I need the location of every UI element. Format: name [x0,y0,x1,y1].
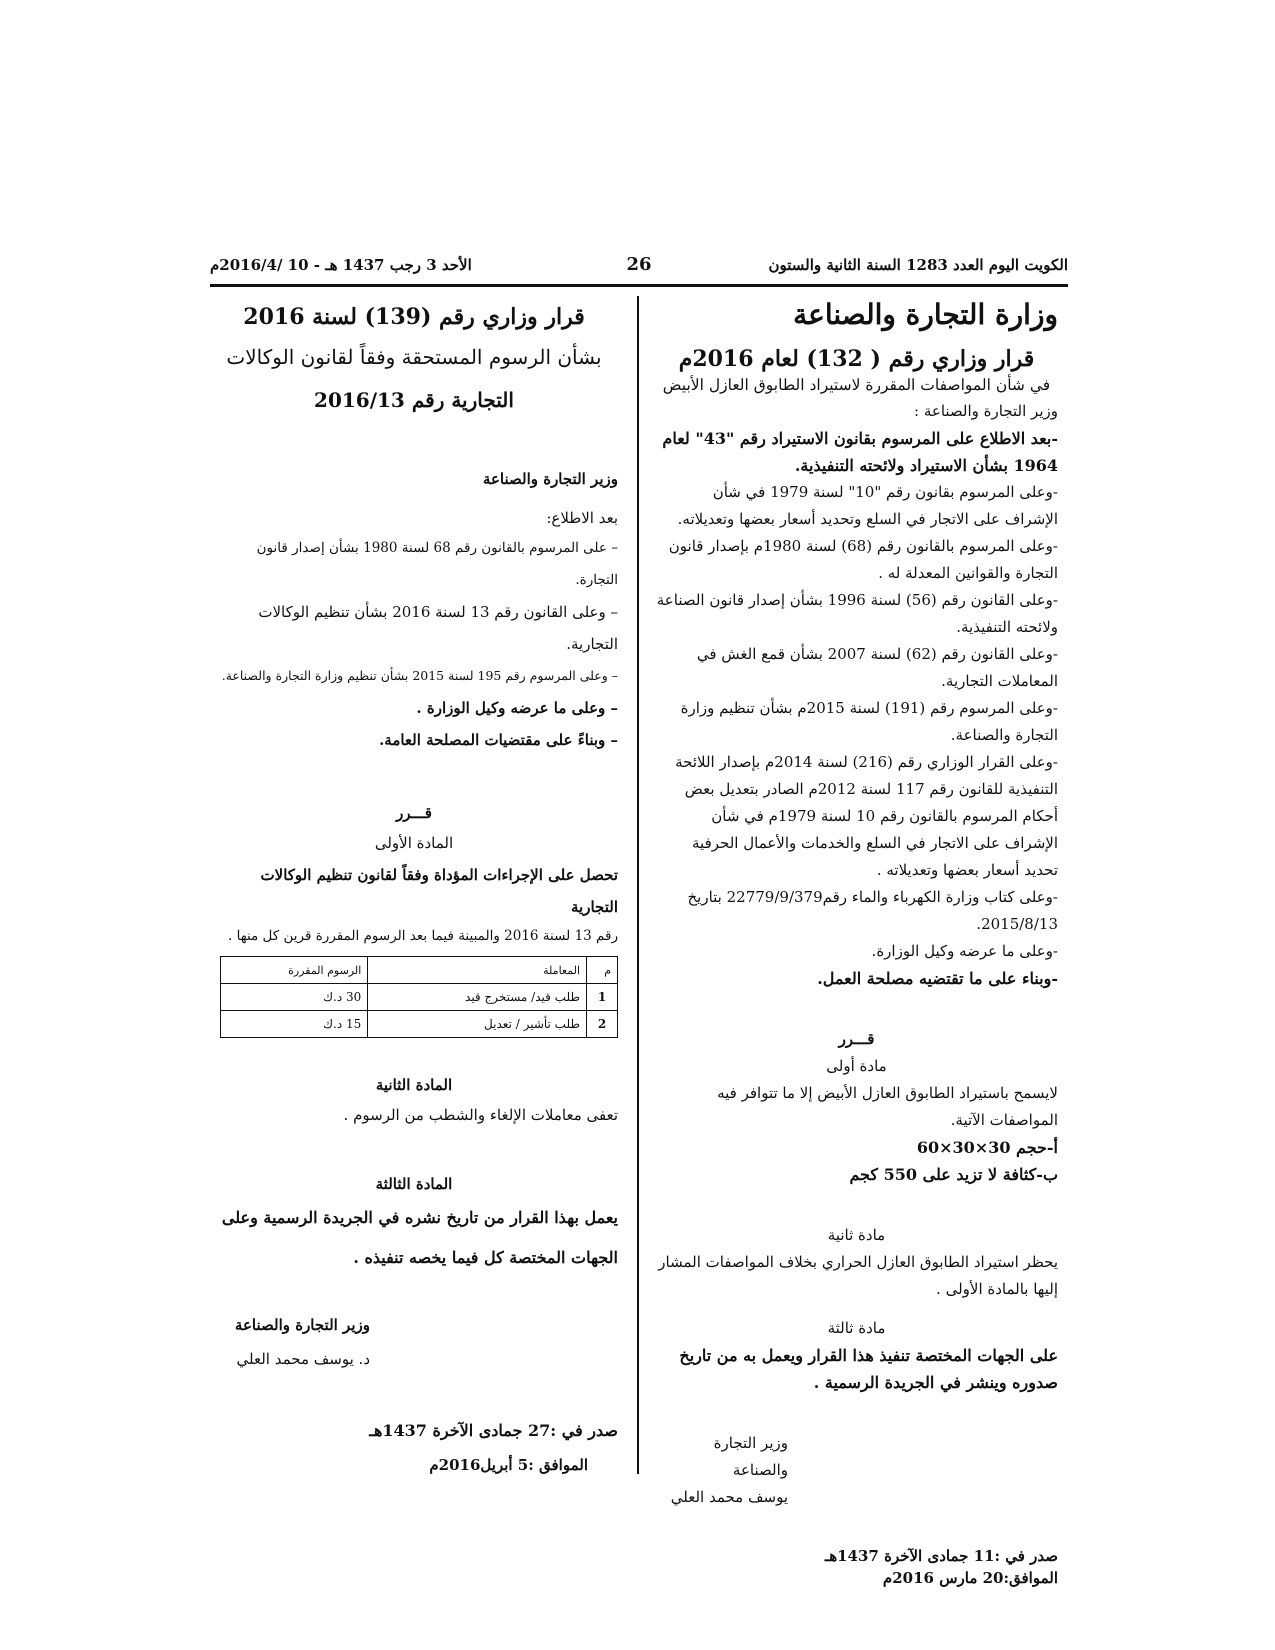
minister-intro: وزير التجارة والصناعة : [914,401,1058,420]
spec-item: أ-حجم 30×30×60 [916,1137,1058,1157]
article-heading: المادة الثانية [375,1076,453,1094]
recital: – وعلى القانون رقم 13 لسنة 2016 بشأن تنظيم الوكالات التجارية. [258,603,618,653]
recital: – وبناءً على مقتضيات المصلحة العامة. [379,731,618,749]
decision-title: قرار وزاري رقم ( 132) لعام 2016م [678,345,1035,372]
article-text: رقم 13 لسنة 2016 والمبينة فيما بعد الرسوم المقررة قرين كل منها . [228,928,618,944]
recital: -وعلى ما عرضه وكيل الوزارة. [871,941,1058,960]
decided-heading: قـــرر [838,1029,875,1048]
spec-item: ب-كثافة لا تزيد على 550 كجم [849,1164,1058,1184]
article-text: يعمل بهذا القرار من تاريخ نشره في الجريدة الرسمية وعلى الجهات المختصة كل فيما يخصه تنفيذه . [221,1208,618,1267]
after-review: بعد الاطلاع: [546,509,618,527]
article-text: لايسمح باستيراد الطابوق العازل الأبيض إلا ما تتوافر فيه المواصفات الآتية. [717,1083,1058,1129]
issued-date-hijri: صدر في :27 جمادى الآخرة 1437هـ [369,1421,618,1440]
table-cell: طلب قيد/ مستخرج قيد [368,984,587,1011]
header-rule [210,284,1068,287]
table-cell: طلب تأشير / تعديل [368,1011,587,1038]
recital: – وعلى ما عرضه وكيل الوزارة . [416,699,618,717]
signature-name: يوسف محمد العلي [670,1487,788,1506]
recital: -وعلى كتاب وزارة الكهرباء والماء رقم22779/9/379 بتاريخ 2015/8/13. [687,887,1058,933]
signature-block [655,1430,1058,1511]
issued-date-gregorian: الموافق :5 أبريل2016م [429,1456,588,1474]
header-date: الأحد 3 رجب 1437 هـ - 10 /2016/4م [210,256,472,274]
table-row [221,984,618,1011]
decision-subject: بشأن الرسوم المستحقة وفقاً لقانون الوكالات [226,345,602,369]
article-heading: مادة ثانية [827,1225,886,1244]
issued-date-gregorian: الموافق:20 مارس 2016م [882,1568,1058,1587]
column-header: الرسوم المقررة [221,957,368,984]
ministry-heading: وزارة التجارة والصناعة [793,298,1058,331]
recital: -وعلى المرسوم رقم (191) لسنة 2015م بشأن تنظيم وزارة التجارة والصناعة. [680,698,1058,744]
decision-title: قرار وزاري رقم (139) لسنة 2016 [243,304,585,330]
article-heading: المادة الأولى [374,834,454,852]
signature-block [210,1308,618,1376]
table-row [221,1011,618,1038]
header-issue: الكويت اليوم العدد 1283 السنة الثانية والستون [768,256,1068,274]
recital: – وعلى المرسوم رقم 195 لسنة 2015 بشأن تنظيم وزارة التجارة والصناعة. [221,668,618,683]
article-heading: مادة أولى [826,1056,887,1075]
article-text: تحصل على الإجراءات المؤداة وفقاً لقانون تنظيم الوكالات التجارية [260,866,618,916]
article-text: يحظر استيراد الطابوق العازل الحراري بخلاف المواصفات المشار إليها بالمادة الأولى . [658,1252,1058,1298]
column-header: م [587,957,618,984]
table-cell: 30 د.ك [221,984,368,1011]
minister-intro: وزير التجارة والصناعة [482,470,618,488]
decision-subject: في شأن المواصفات المقررة لاستيراد الطابوق العازل الأبيض [662,375,1051,394]
article-text: على الجهات المختصة تنفيذ هذا القرار ويعمل به من تاريخ صدوره وينشر في الجريدة الرسمية . [679,1345,1058,1392]
table-cell: 15 د.ك [221,1011,368,1038]
decided-heading: قـــرر [396,804,432,822]
recital: -وعلى القرار الوزاري رقم (216) لسنة 2014م بإصدار اللائحة التنفيذية للقانون رقم 117 لسنة 2012م الصادر بتعديل بعض أحكام المرسوم بالقانون رقم 10 لسنة 1979م في شأن الإشراف على الاتجار في السلع والخدمات والأعمال الحرفية تحديد أسعار بعضها وتعديلاته . [675,752,1058,879]
article-text: تعفى معاملات الإلغاء والشطب من الرسوم . [343,1106,618,1124]
recital: – على المرسوم بالقانون رقم 68 لسنة 1980 بشأن إصدار قانون التجارة. [256,540,618,588]
signature-name: د. يوسف محمد العلي [236,1350,370,1368]
column-divider [637,296,639,1474]
recital: -وعلى القانون رقم (62) لسنة 2007 بشأن قمع الغش في المعاملات التجارية. [696,644,1058,690]
table-cell: 1 [587,984,618,1011]
issued-date-hijri: صدر في :11 جمادى الآخرة 1437هـ [824,1546,1058,1565]
decision-subject: التجارية رقم 2016/13 [314,388,514,412]
recital: -بعد الاطلاع على المرسوم بقانون الاستيراد رقم "43" لعام 1964 بشأن الاستيراد ولائحته التنفيذية. [662,428,1058,475]
article-heading: المادة الثالثة [375,1175,453,1193]
recital: -وعلى المرسوم بالقانون رقم (68) لسنة 1980م بإصدار قانون التجارة والقوانين المعدلة له . [668,536,1058,582]
recital: -وعلى المرسوم بقانون رقم "10" لسنة 1979 في شأن الإشراف على الاتجار في السلع وتحديد أسعار بعضها وتعديلاته. [677,482,1058,528]
column-header: المعاملة [368,957,587,984]
recital: -وبناء على ما تقتضيه مصلحة العمل. [817,968,1058,988]
decision-132-column [655,298,1058,1589]
signature-title: وزير التجارة والصناعة [234,1316,370,1334]
table-cell: 2 [587,1011,618,1038]
page-number: 26 [626,254,652,275]
decision-139-column [210,298,618,1482]
running-header [210,252,1068,282]
article-heading: مادة ثالثة [827,1318,886,1337]
fee-table [220,956,618,1038]
table-header-row [221,957,618,984]
signature-title: وزير التجارة والصناعة [713,1433,788,1479]
recital: -وعلى القانون رقم (56) لسنة 1996 بشأن إصدار قانون الصناعة ولائحته التنفيذية. [656,590,1058,636]
